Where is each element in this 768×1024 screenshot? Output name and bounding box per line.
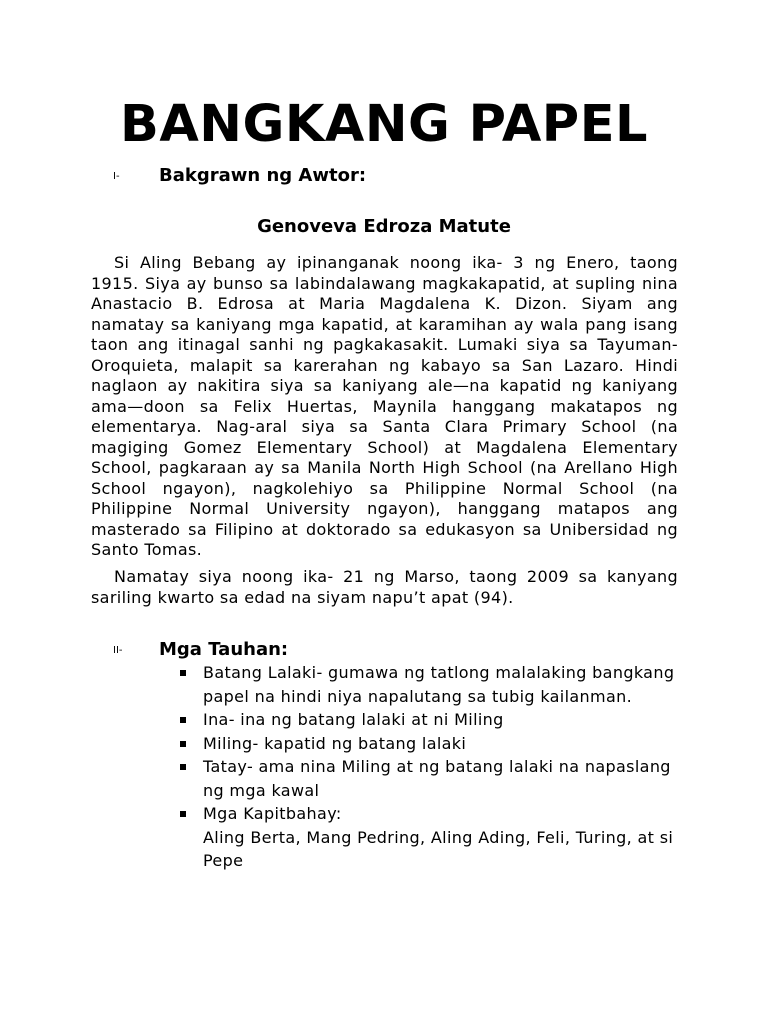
list-item bbox=[180, 708, 680, 732]
biography-paragraph: Si Aling Bebang ay ipinanganak noong ika- 3 ng Enero, taong 1915. Siya ay bunso sa labindalawang magkakapatid, at supling nina Anastacio B. Edrosa at Maria Magdalena K. Dizon. Siyam ang namatay sa kaniyang mga kapatid, at karamihan ay wala pang isang taon ang itinagal sanhi ng pagkakasakit. Lumaki siya sa Tayuman-Oroquieta, malapit sa karerahan ng kabayo sa San Lazaro. Hindi naglaon ay nakitira siya sa kaniyang ale—na kapatid ng kaniyang ama—doon sa Felix Huertas, Maynila hanggang makatapos ng elementarya. Nag-aral siya sa Santa Clara Primary School (na magiging Gomez Elementary School) at Magdalena Elementary School, pagkaraan ay sa Manila North High School (na Arellano High School ngayon), nagkolehiyo sa Philippine Normal School (na Philippine Normal University ngayon), hanggang matapos ang masterado sa Filipino at doktorado sa edukasyon sa Unibersidad ng Santo Tomas. bbox=[91, 253, 678, 559]
square-bullet-icon bbox=[180, 764, 186, 770]
list-item bbox=[180, 732, 680, 756]
square-bullet-icon bbox=[180, 811, 186, 817]
character-list bbox=[180, 661, 680, 873]
author-name: Genoveva Edroza Matute bbox=[257, 216, 511, 237]
section-title: Mga Tauhan: bbox=[159, 639, 289, 660]
section-number: I- bbox=[113, 171, 120, 182]
document-title: BANGKANG PAPEL bbox=[119, 95, 649, 154]
square-bullet-icon bbox=[180, 717, 186, 723]
death-paragraph: Namatay siya noong ika- 21 ng Marso, taong 2009 sa kanyang sariling kwarto sa edad na siyam napu’t apat (94). bbox=[91, 567, 678, 607]
list-item bbox=[180, 802, 680, 873]
list-item-text: Tatay- ama nina Miling at ng batang lalaki na napaslang ng mga kawal bbox=[203, 757, 671, 800]
list-item bbox=[180, 661, 680, 708]
list-item-subtext: Aling Berta, Mang Pedring, Aling Ading, Feli, Turing, at si Pepe bbox=[203, 827, 674, 870]
list-item-text: Mga Kapitbahay: bbox=[203, 804, 342, 823]
list-item bbox=[180, 755, 680, 802]
section-heading-background bbox=[0, 163, 768, 193]
section-title: Bakgrawn ng Awtor: bbox=[159, 165, 367, 186]
list-item-text: Ina- ina ng batang lalaki at ni Miling bbox=[203, 710, 504, 729]
list-item-text: Batang Lalaki- gumawa ng tatlong malalaking bangkang papel na hindi niya napalutang sa tubig kailanman. bbox=[203, 663, 675, 706]
square-bullet-icon bbox=[180, 741, 186, 747]
square-bullet-icon bbox=[180, 670, 186, 676]
section-number: II- bbox=[113, 645, 123, 656]
list-item-text: Miling- kapatid ng batang lalaki bbox=[203, 733, 467, 753]
